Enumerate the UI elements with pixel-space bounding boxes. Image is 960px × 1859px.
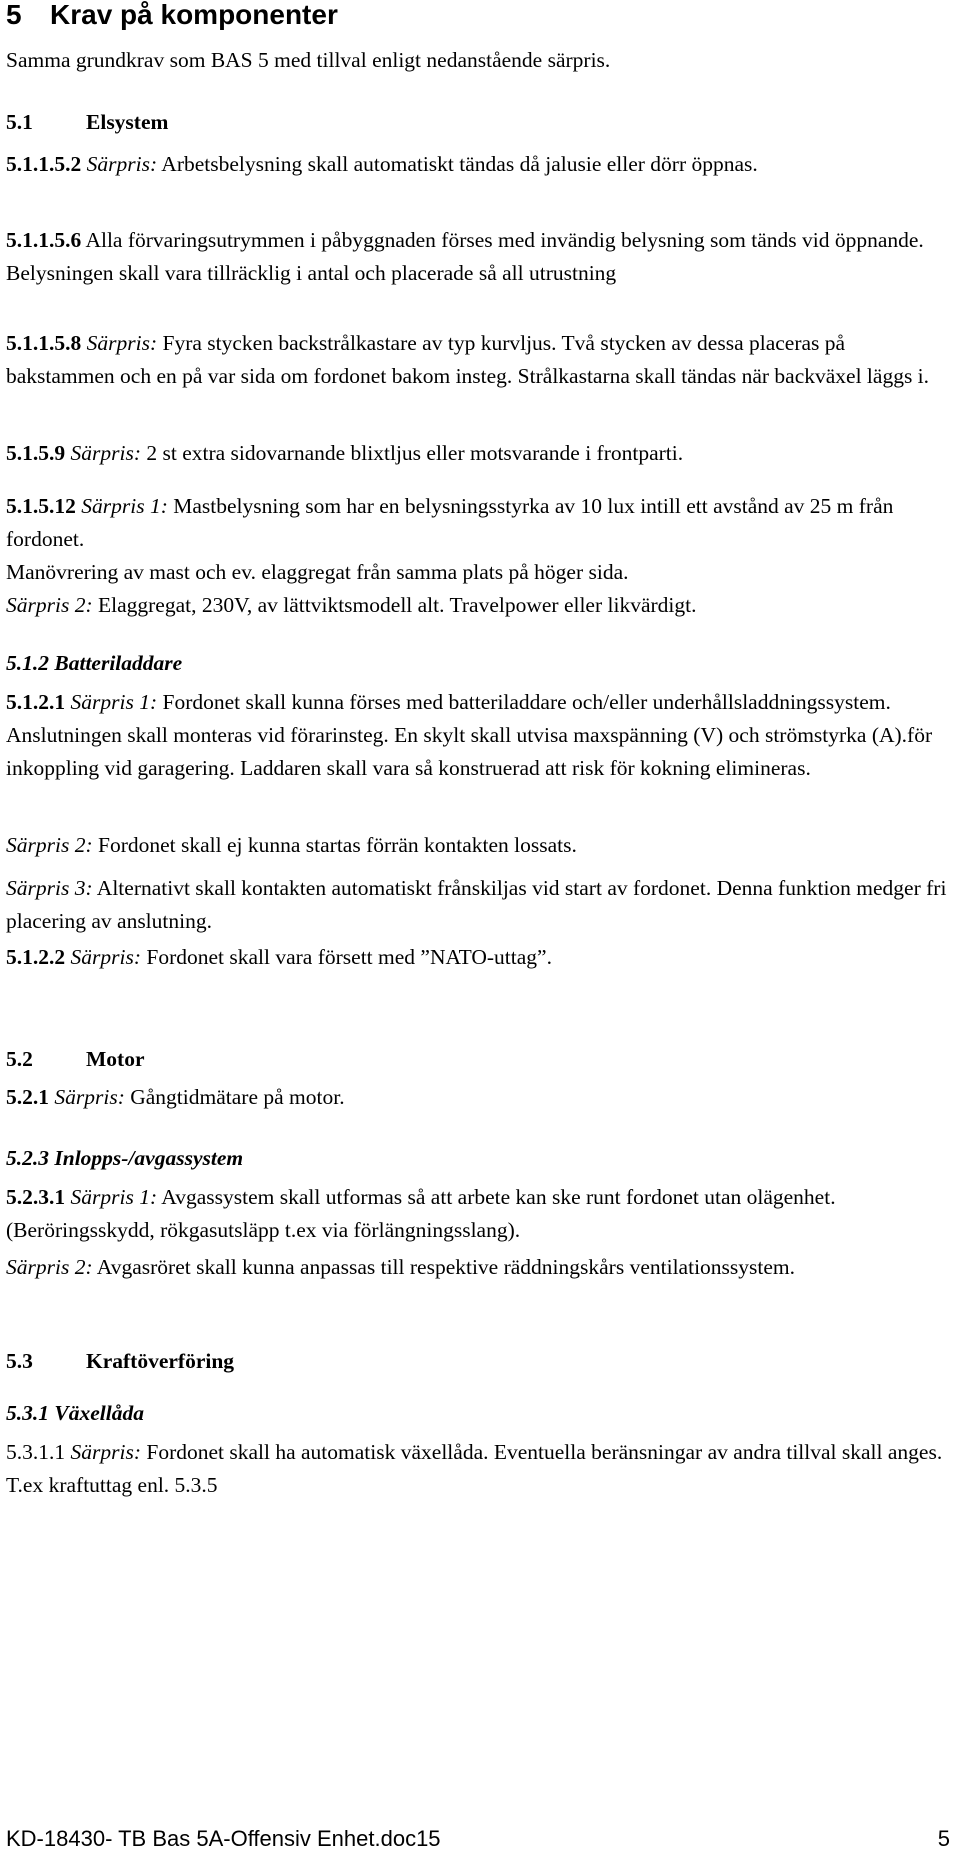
clause-number: 5.1.5.9 — [6, 441, 66, 465]
clause-label: Särpris 2: — [6, 1255, 93, 1279]
requirement-5-1-1-5-8 — [6, 327, 956, 393]
clause-label: Särpris: — [54, 1085, 125, 1109]
subsection-number: 5.1 — [6, 110, 33, 134]
requirement-sarpris-3 — [6, 872, 956, 938]
clause-text: Fordonet skall vara försett med ”NATO-uttag”. — [140, 945, 552, 969]
clause-text: 2 st extra sidovarnande blixtljus eller motsvarande i frontparti. — [140, 441, 684, 465]
subsection-heading-5-3-1 — [6, 1397, 956, 1430]
clause-text: Fordonet skall ej kunna startas förrän kontakten lossats. — [92, 833, 577, 857]
subsection-heading-5-2 — [6, 1043, 956, 1076]
clause-number: 5.1.1.5.8 — [6, 331, 82, 355]
clause-label: Särpris 1: — [81, 494, 168, 518]
clause-label: Särpris 1: — [70, 690, 158, 714]
clause-number: 5.2.1 — [6, 1085, 49, 1109]
subsection-heading-5-1 — [6, 106, 956, 139]
subsection-number: 5.2 — [6, 1047, 33, 1071]
requirement-5-1-5-12 — [6, 490, 956, 622]
footer-document-name: KD-18430- TB Bas 5A-Offensiv Enhet.doc15 — [6, 1826, 441, 1851]
clause-text: Fordonet skall kunna förses med batteriladdare och/eller underhållsladdningssystem. Anslutningen skall monteras vid förarinsteg. En skylt skall utvisa maxspänning (V) och strömstyrka (A).för inkoppling vid garagering. Laddaren skall vara så konstruerad att risk för kokning elimineras. — [6, 690, 933, 780]
requirement-5-1-2-1 — [6, 686, 956, 785]
clause-text: Fyra stycken backstrålkastare av typ kurvljus. Två stycken av dessa placeras på bakstammen och en på var sida om fordonet bakom insteg. Strålkastarna skall tändas när backväxel läggs i. — [6, 331, 930, 388]
clause-label: Särpris 1: — [70, 1185, 158, 1209]
clause-label: Särpris 2: — [6, 833, 93, 857]
clause-label: Särpris: — [86, 152, 158, 176]
section-heading-5 — [6, 0, 338, 32]
clause-number: 5.1.1.5.2 — [6, 152, 82, 176]
requirement-5-3-1-1 — [6, 1436, 956, 1502]
clause-number: 5.1.5.12 — [6, 494, 76, 518]
subsection-title: Elsystem — [86, 110, 169, 134]
subsection-heading-5-2-3 — [6, 1142, 956, 1175]
subsection-title: Motor — [86, 1047, 145, 1071]
clause-text: Gångtidmätare på motor. — [124, 1085, 345, 1109]
clause-number: 5.1.1.5.6 — [6, 228, 82, 252]
clause-label: Särpris: — [70, 1440, 141, 1464]
requirement-5-1-1-5-2 — [6, 148, 956, 181]
subsection-title: 5.3.1 Växellåda — [6, 1401, 144, 1425]
clause-number: 5.3.1.1 — [6, 1440, 66, 1464]
clause-label: Särpris: — [86, 331, 158, 355]
intro-paragraph: Samma grundkrav som BAS 5 med tillval enligt nedanstående särpris. — [6, 48, 611, 72]
requirement-5-2-1 — [6, 1081, 956, 1114]
requirement-5-1-5-9 — [6, 437, 956, 470]
subsection-heading-5-1-2 — [6, 647, 956, 680]
clause-text: Arbetsbelysning skall automatiskt tändas då jalusie eller dörr öppnas. — [157, 152, 758, 176]
page-footer — [0, 1819, 960, 1859]
clause-text: Fordonet skall ha automatisk växellåda. Eventuella beränsningar av andra tillval skall anges. T.ex kraftuttag enl. 5.3.5 — [6, 1440, 943, 1497]
clause-label: Särpris: — [70, 945, 141, 969]
clause-number: 5.1.2.1 — [6, 690, 66, 714]
requirement-5-1-1-5-6 — [6, 224, 956, 290]
clause-text: Avgassystem skall utformas så att arbete kan ske runt fordonet utan olägenhet. (Beröringsskydd, rökgasutsläpp t.ex via förlängningsslang). — [6, 1185, 836, 1242]
subsection-heading-5-3 — [6, 1345, 956, 1378]
requirement-5-2-3-1 — [6, 1181, 956, 1247]
requirement-5-1-2-2 — [6, 941, 956, 974]
clause-text: Alla förvaringsutrymmen i påbyggnaden förses med invändig belysning som tänds vid öppnande. Belysningen skall vara tillräcklig i antal och placerade så all utrustning — [6, 228, 924, 285]
clause-text-line2: Manövrering av mast och ev. elaggregat från samma plats på höger sida. — [6, 560, 629, 584]
subsection-title: 5.2.3 Inlopps-/avgassystem — [6, 1146, 244, 1170]
footer-page-number: 5 — [937, 1826, 950, 1851]
clause-number: 5.1.2.2 — [6, 945, 66, 969]
subsection-title: Kraftöverföring — [86, 1349, 235, 1373]
requirement-sarpris-2-avgas — [6, 1251, 956, 1284]
clause-text: Alternativt skall kontakten automatiskt frånskiljas vid start av fordonet. Denna funktion medger fri placering av anslutning. — [6, 876, 947, 933]
clause-text: Mastbelysning som har en belysningsstyrka av 10 lux intill ett avstånd av 25 m från fordonet. — [6, 494, 894, 551]
section-number: 5 — [6, 0, 22, 30]
requirement-sarpris-2 — [6, 829, 956, 862]
section-title: Krav på komponenter — [50, 0, 338, 30]
clause-label: Särpris 3: — [6, 876, 93, 900]
clause-label-2: Särpris 2: — [6, 593, 93, 617]
clause-number: 5.2.3.1 — [6, 1185, 66, 1209]
subsection-number: 5.3 — [6, 1349, 33, 1373]
subsection-title: 5.1.2 Batteriladdare — [6, 651, 183, 675]
clause-label: Särpris: — [70, 441, 141, 465]
clause-text: Avgasröret skall kunna anpassas till respektive räddningskårs ventilationssystem. — [92, 1255, 796, 1279]
clause-text-2: Elaggregat, 230V, av lättviktsmodell alt. Travelpower eller likvärdigt. — [92, 593, 697, 617]
